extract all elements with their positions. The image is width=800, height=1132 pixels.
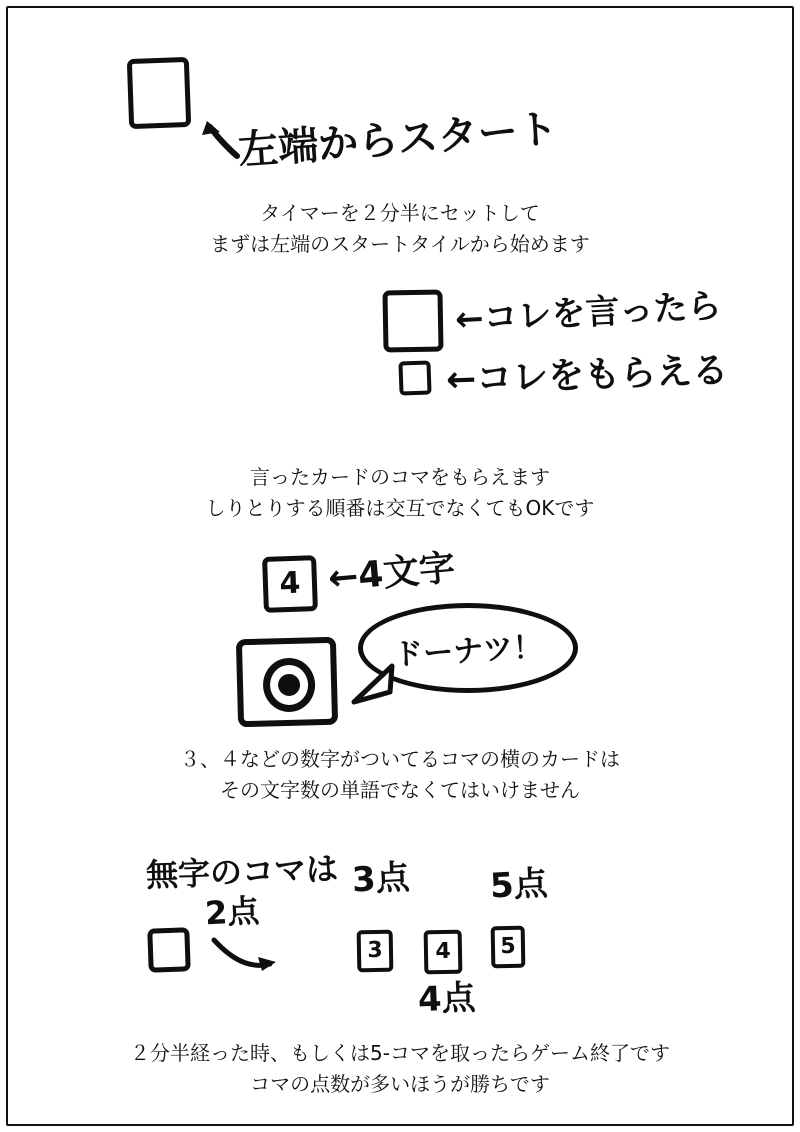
get-small-tile-label [403, 365, 428, 392]
scoring-caption [0, 1038, 800, 1100]
start-caption-line-2: まずは左端のスタートタイルから始めます [210, 232, 590, 256]
four-points-label: 4点 [417, 978, 477, 1020]
two-points-label: 2点 [204, 891, 261, 933]
start-handwritten-label: 左端からスタート [236, 105, 560, 175]
say-large-tile-label [388, 295, 439, 348]
say-large-tile [382, 289, 443, 352]
say-caption-line-1: 言ったカードのコマをもらえます [250, 465, 550, 489]
get-handwritten-label: ←コレをもらえる [445, 350, 729, 401]
start-caption [0, 198, 800, 260]
four-char-tile [262, 555, 318, 613]
get-small-tile [398, 360, 431, 395]
score-blank-tile-label [152, 932, 185, 967]
score-tile-5-label: 5 [500, 933, 516, 960]
score-blank-tile [147, 927, 191, 972]
arrow-curve-icon [206, 930, 286, 978]
score-tile-4 [424, 930, 463, 975]
scoring-caption-line-1: ２分半経った時、もしくは5-コマを取ったらゲーム終了です [130, 1041, 670, 1065]
four-char-tile-label: 4 [278, 565, 302, 602]
four-char-handwritten-label: ←4文字 [326, 547, 457, 600]
donut-token-icon [236, 637, 338, 728]
three-points-label: 3点 [350, 857, 411, 901]
start-caption-line-1: タイマーを２分半にセットして [260, 201, 540, 225]
score-tile-5 [491, 926, 526, 969]
say-and-get-caption [0, 462, 800, 524]
start-blank-tile [127, 57, 191, 129]
score-tile-3-label: 3 [367, 937, 383, 964]
number-caption-line-1: ３、４などの数字がついてるコマの横のカードは [180, 747, 620, 771]
say-handwritten-label: ←コレを言ったら [454, 286, 723, 340]
score-tile-4-label: 4 [435, 938, 451, 965]
five-points-label: 5点 [488, 863, 549, 907]
blank-tile-score-label: 無字のコマは [145, 849, 339, 895]
number-caption-line-2: その文字数の単語でなくてはいけません [220, 778, 580, 802]
scoring-caption-line-2: コマの点数が多いほうが勝ちです [250, 1072, 550, 1096]
speech-bubble-text: ドーナツ！ [392, 630, 544, 673]
number-tiles-caption [0, 744, 800, 806]
start-tile-label [132, 62, 186, 124]
say-caption-line-2: しりとりする順番は交互でなくてもOKです [205, 496, 595, 520]
score-tile-3 [357, 930, 394, 973]
speech-bubble-tail [340, 660, 400, 710]
